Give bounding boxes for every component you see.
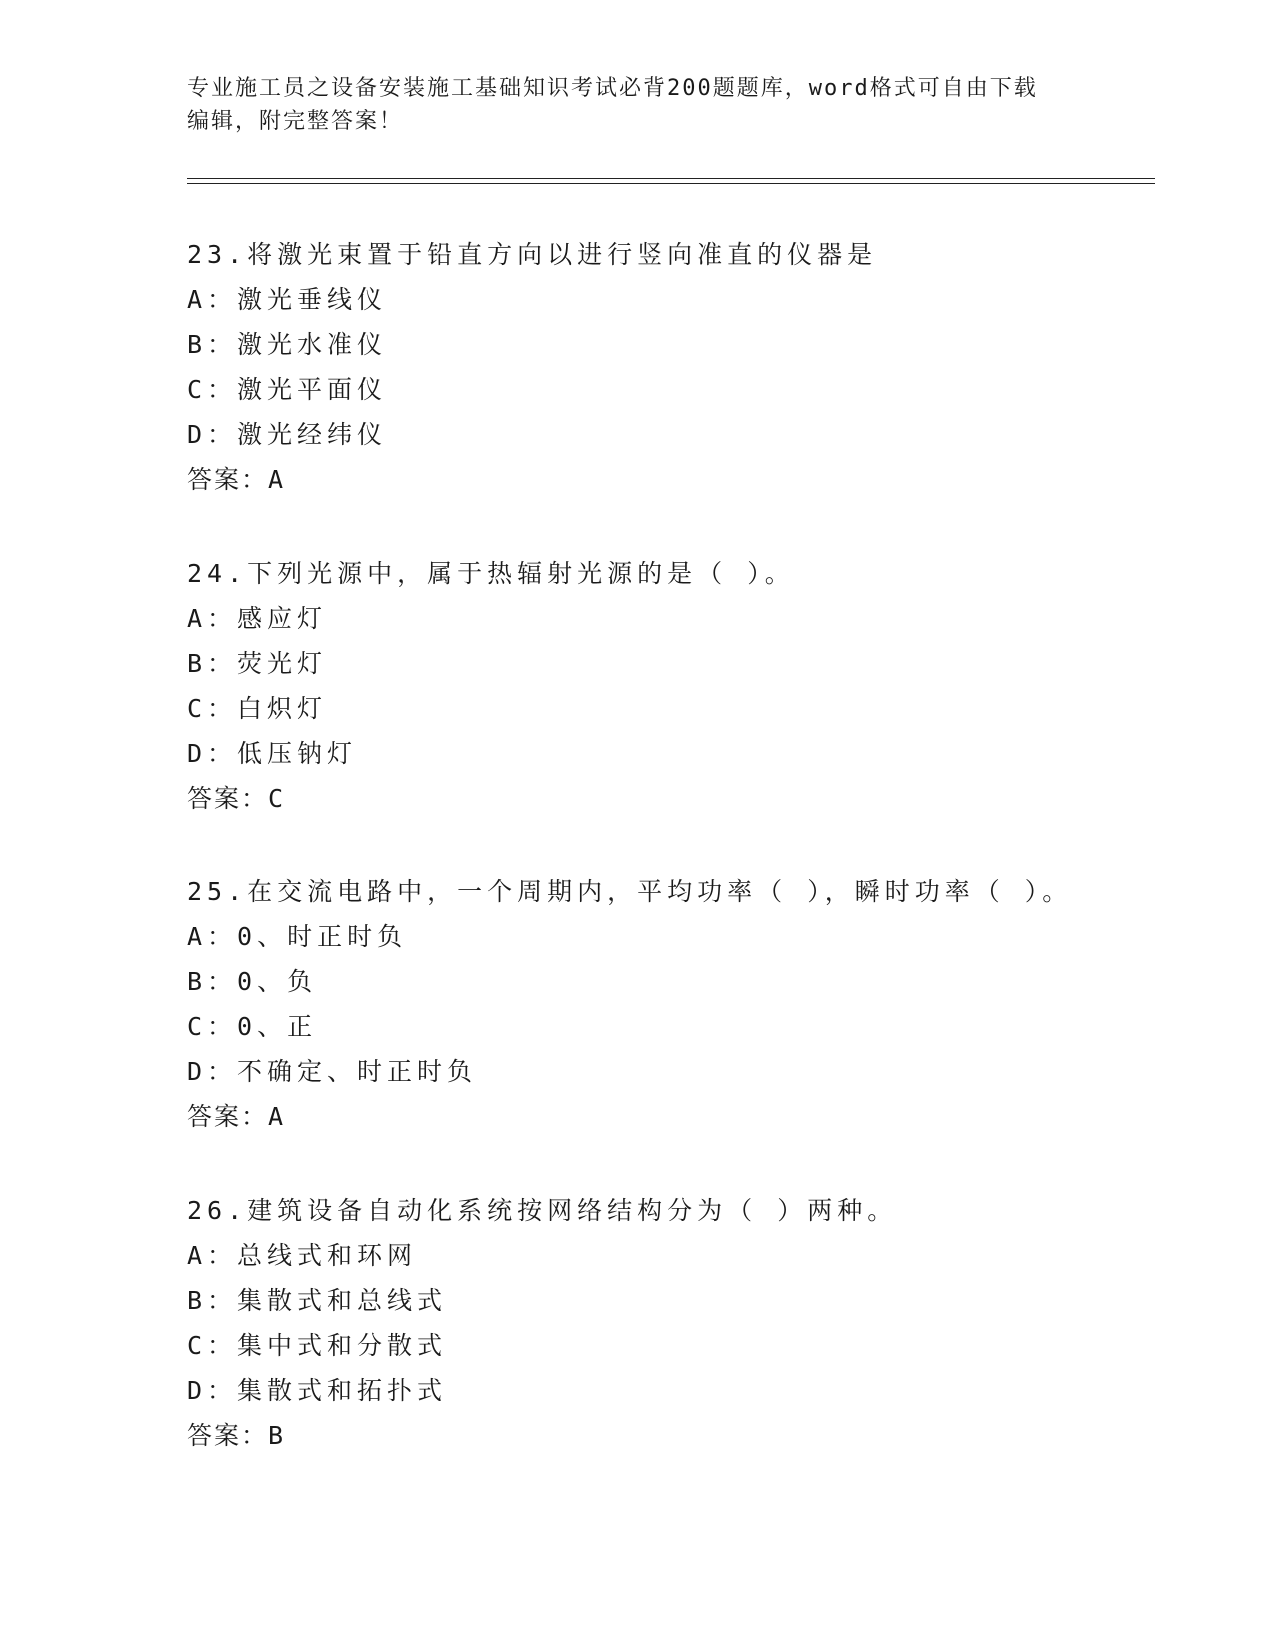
option-a: A：激光垂线仪	[187, 285, 388, 314]
option-c: C：集中式和分散式	[187, 1331, 448, 1360]
question-25	[187, 869, 1155, 1139]
option-d: D：集散式和拓扑式	[187, 1376, 448, 1405]
question-23	[187, 232, 1155, 502]
answer-value: C	[268, 784, 284, 813]
option-b: B：激光水准仪	[187, 330, 388, 359]
answer-line	[187, 1094, 1155, 1139]
option-c: C：白炽灯	[187, 694, 328, 723]
question-stem: 25.在交流电路中，一个周期内，平均功率（ ），瞬时功率（ ）。	[187, 877, 1073, 906]
question-26	[187, 1188, 1155, 1458]
header-line-1: 专业施工员之设备安装施工基础知识考试必背200题题库，word格式可自由下载	[187, 76, 1038, 101]
option-d: D：低压钠灯	[187, 739, 358, 768]
option-c: C：激光平面仪	[187, 375, 388, 404]
option-d: D：激光经纬仪	[187, 420, 388, 449]
option-b: B：集散式和总线式	[187, 1286, 448, 1315]
document-header	[187, 72, 1087, 138]
question-stem: 24.下列光源中，属于热辐射光源的是（ ）。	[187, 559, 795, 588]
header-divider-bottom	[187, 183, 1155, 184]
question-stem: 23.将激光束置于铅直方向以进行竖向准直的仪器是	[187, 240, 878, 269]
option-a: A：感应灯	[187, 604, 328, 633]
answer-value: A	[268, 1102, 284, 1131]
option-a: A：0、时正时负	[187, 922, 408, 951]
option-b: B：荧光灯	[187, 649, 328, 678]
header-line-2: 编辑，附完整答案！	[187, 109, 404, 134]
answer-value: B	[268, 1421, 284, 1450]
answer-label: 答案：	[187, 465, 269, 494]
option-a: A：总线式和环网	[187, 1241, 418, 1270]
question-24	[187, 551, 1155, 821]
answer-label: 答案：	[187, 1421, 269, 1450]
header-divider-top	[187, 178, 1155, 179]
answer-line	[187, 1413, 1155, 1458]
question-stem: 26.建筑设备自动化系统按网络结构分为（ ）两种。	[187, 1196, 898, 1225]
answer-line	[187, 776, 1155, 821]
answer-value: A	[268, 465, 284, 494]
option-d: D：不确定、时正时负	[187, 1057, 478, 1086]
answer-label: 答案：	[187, 784, 269, 813]
answer-label: 答案：	[187, 1102, 269, 1131]
answer-line	[187, 457, 1155, 502]
option-c: C：0、正	[187, 1012, 318, 1041]
option-b: B：0、负	[187, 967, 318, 996]
